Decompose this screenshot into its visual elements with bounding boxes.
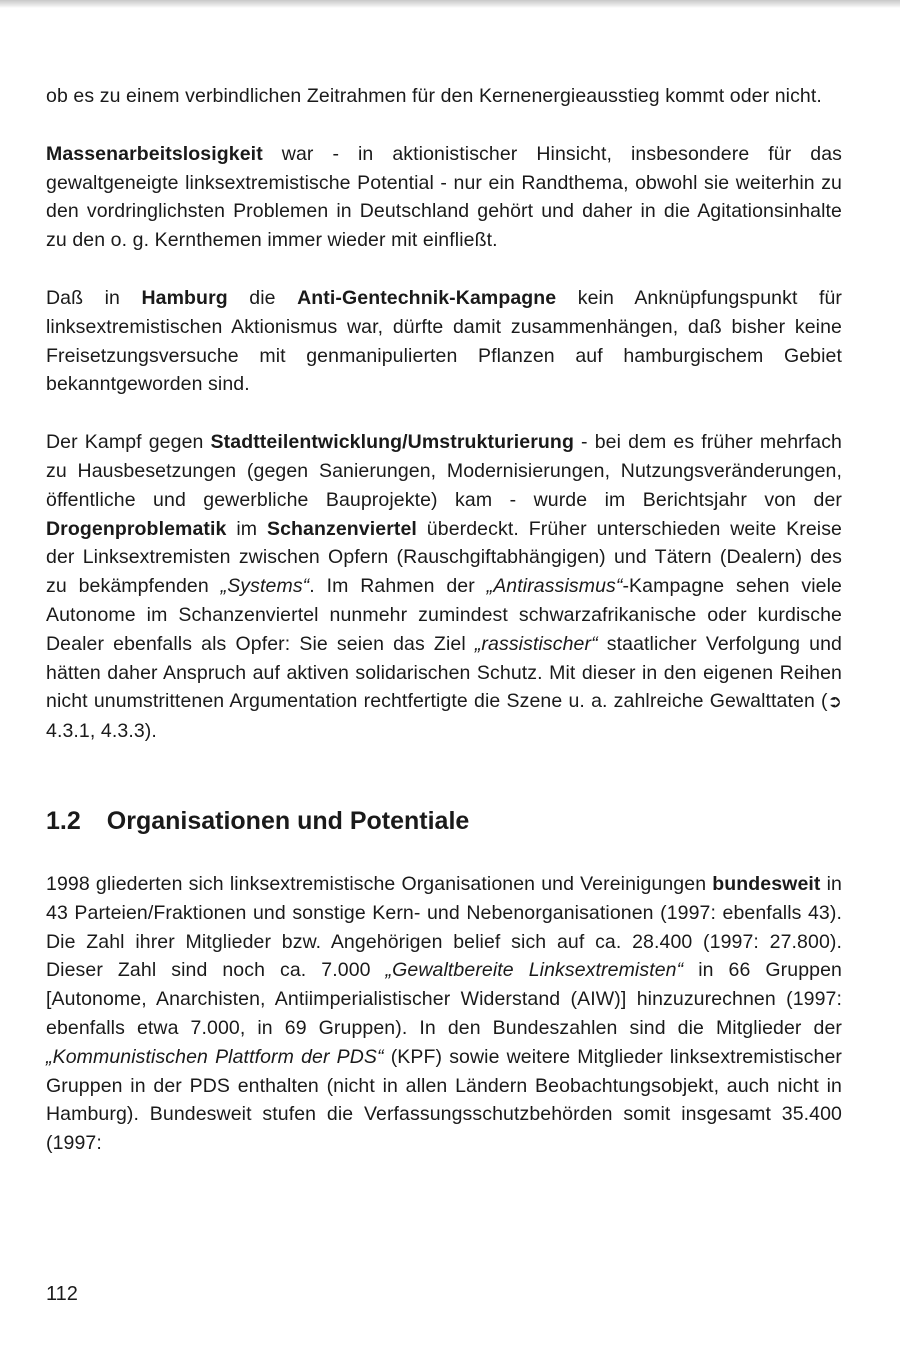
cross-reference-arrow-icon: ➲: [827, 692, 842, 712]
bold-term: Massenarbeitslosigkeit: [46, 142, 263, 165]
page-number: 112: [46, 1283, 78, 1305]
text: in 43 Parteien/Fraktionen und sonstige Kern- und Nebenorganisationen (1997: ebenfalls 43). Die Zahl ihrer Mitglieder bzw. Angehörigen belief sich auf ca. 28.400 (1997: 27.800). Dieser Zahl sind noch ca. 7.000: [46, 872, 842, 982]
italic-term: „Gewaltbereite Linksextremisten“: [385, 959, 684, 982]
bold-term: Stadtteilentwicklung/Umstrukturierung: [210, 431, 574, 454]
italic-term: „Kommunistischen Plattform der PDS“: [46, 1045, 384, 1068]
italic-term: „Antirassismus“: [486, 575, 623, 598]
section-title: Organisationen und Potentiale: [106, 806, 470, 835]
paragraph-massenarbeitslosigkeit: [46, 140, 842, 255]
paragraph-kernenergie: [46, 82, 842, 111]
text: war - in aktionistischer Hinsicht, insbesondere für das gewaltgeneigte linksextremistische Potential - nur ein Randthema, obwohl sie weiterhin zu den vordringlichsten Problemen in Deutschland gehört und daher in die Agitationsinhalte zu den o. g. Kernthemen immer wieder mit einfließt.: [46, 142, 842, 252]
paragraph-anti-gentechnik: [46, 284, 842, 399]
scan-top-edge: [0, 0, 900, 8]
paragraph-organisationen: [46, 870, 842, 1158]
italic-term: „rassistischer“: [474, 632, 598, 655]
text: 1998 gliederten sich linksextremistische Organisationen und Vereinigungen: [46, 872, 713, 895]
text: (KPF) sowie weitere Mitglieder linksextremistischer Gruppen in der PDS enthalten (nicht in allen Ländern Beobachtungsobjekt, auch nicht in Hamburg). Bundesweit stufen die Verfassungsschutzbehörden somit insgesamt 35.400 (1997:: [46, 1045, 842, 1155]
bold-term: Schanzenviertel: [266, 517, 417, 540]
text: kein Anknüpfungspunkt für linksextremistischen Aktionismus war, dürfte damit zusammenhängen, daß bisher keine Freisetzungsversuche mit genmanipulierten Pflanzen auf hamburgischem Gebiet bekanntgeworden sind.: [46, 286, 842, 396]
bold-term: Drogenproblematik: [46, 517, 227, 540]
text: Daß in: [46, 286, 142, 309]
bold-term: Anti-Gentechnik-Kampagne: [297, 286, 557, 309]
bold-term: Hamburg: [141, 286, 228, 309]
document-page: [46, 82, 842, 1158]
text: Der Kampf gegen: [46, 431, 211, 454]
italic-term: „Systems“: [220, 575, 310, 598]
text: 4.3.1, 4.3.3).: [46, 720, 157, 743]
text: - bei dem es früher mehrfach zu Hausbesetzungen (gegen Sanierungen, Modernisierungen, Nutzungsveränderungen, öffentliche und gewerbliche Bauprojekte) kam - wurde im Berichtsjahr von der: [46, 431, 842, 511]
text: im: [226, 517, 267, 540]
bold-term: bundesweit: [712, 872, 821, 895]
text: überdeckt. Früher unterschieden weite Kreise der Linksextremisten zwischen Opfern (Rauschgiftabhängigen) und Tätern (Dealern) des zu bekämpfenden: [46, 517, 843, 598]
section-heading: [46, 806, 842, 836]
text: die: [227, 286, 298, 309]
section-number: 1.2: [46, 806, 81, 835]
text: -Kampagne sehen viele Autonome im Schanzenviertel nunmehr zumindest schwarzafrikanische oder kurdische Dealer ebenfalls als Opfer: Sie seien das Ziel: [46, 575, 843, 655]
text: staatlicher Verfolgung und hätten daher Anspruch auf aktiven solidarischen Schutz. Mit dieser in den eigenen Reihen nicht unumstrittenen Argumentation rechtfertigte die Szene u. a. zahlreiche Gewalttaten (: [46, 632, 842, 713]
text: . Im Rahmen der: [309, 575, 487, 598]
text: ob es zu einem verbindlichen Zeitrahmen für den Kernenergieausstieg kommt oder nicht.: [46, 85, 822, 107]
paragraph-stadtteilentwicklung: [46, 428, 842, 746]
text: in 66 Gruppen [Autonome, Anarchisten, Antiimperialistischer Widerstand (AIW)] hinzuzurechnen (1997: ebenfalls etwa 7.000, in 69 Gruppen). In den Bundeszahlen sind die Mitglieder der: [46, 959, 842, 1039]
